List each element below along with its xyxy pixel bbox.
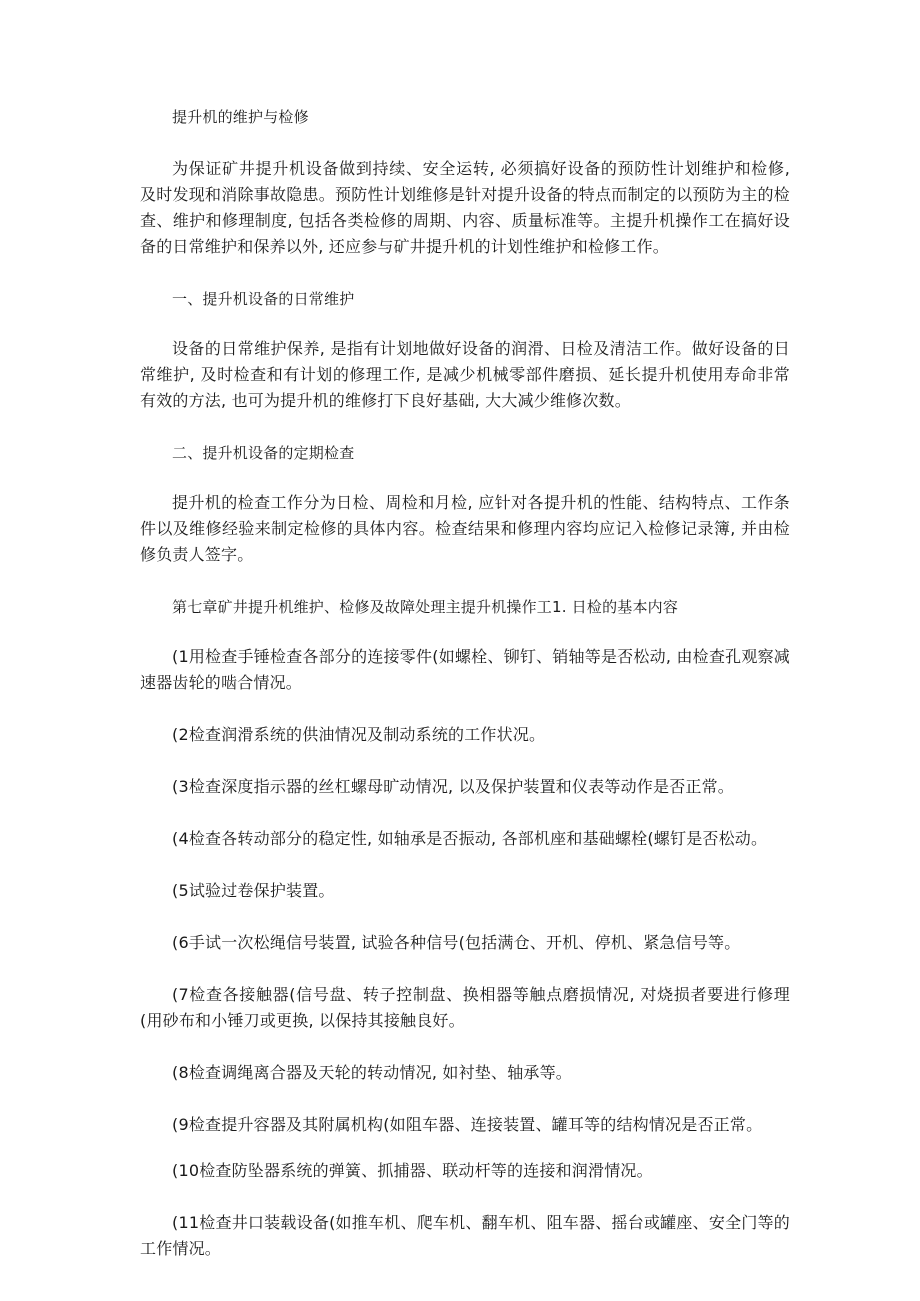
list-item: (6手试一次松绳信号装置, 试验各种信号(包括满仓、开机、停机、紧急信号等。 bbox=[172, 933, 741, 952]
list-item: (2检查润滑系统的供油情况及制动系统的工作状况。 bbox=[172, 725, 546, 744]
intro-paragraph: 为保证矿井提升机设备做到持续、安全运转, 必须搞好设备的预防性计划维护和检修, 及时发现和消除事故隐患。预防性计划维修是针对提升设备的特点而制定的以预防为主的检查、维护和修理制度, 包括各类检修的周期、内容、质量标准等。主提升机操作工在搞好设备的日常维护和保养以外, 还应参与矿井提升机的计划性维护和检修工作。 bbox=[140, 159, 790, 256]
list-item: (8检查调绳离合器及天轮的转动情况, 如衬垫、轴承等。 bbox=[172, 1063, 572, 1082]
list-item: (9检查提升容器及其附属机构(如阻车器、连接装置、罐耳等的结构情况是否正常。 bbox=[172, 1115, 763, 1134]
daily-maintenance-paragraph: 设备的日常维护保养, 是指有计划地做好设备的润滑、日检及清洁工作。做好设备的日常维护, 及时检查和有计划的修理工作, 是减少机械零部件磨损、延长提升机使用寿命非常有效的方法, 也可为提升机的维修打下良好基础, 大大减少维修次数。 bbox=[140, 339, 790, 410]
list-item: (4检查各转动部分的稳定性, 如轴承是否振动, 各部机座和基础螺栓(螺钉是否松动。 bbox=[172, 829, 768, 848]
list-item: (10检查防坠器系统的弹簧、抓捕器、联动杆等的连接和润滑情况。 bbox=[172, 1161, 653, 1180]
document-title: 提升机的维护与检修 bbox=[172, 108, 309, 126]
section-heading-daily-maintenance: 一、提升机设备的日常维护 bbox=[172, 290, 355, 308]
list-item: (5试验过卷保护装置。 bbox=[172, 881, 335, 900]
document-body bbox=[140, 104, 790, 1262]
section-heading-periodic-inspection: 二、提升机设备的定期检查 bbox=[172, 444, 355, 462]
periodic-inspection-paragraph: 提升机的检查工作分为日检、周检和月检, 应针对各提升机的性能、结构特点、工作条件以及维修经验来制定检修的具体内容。检查结果和修理内容均应记入检修记录簿, 并由检修负责人签字。 bbox=[140, 493, 790, 564]
list-item: (1用检查手锤检查各部分的连接零件(如螺栓、铆钉、销轴等是否松动, 由检查孔观察减速器齿轮的啮合情况。 bbox=[140, 647, 790, 692]
list-item: (11检查井口装载设备(如推车机、爬车机、翻车机、阻车器、摇台或罐座、安全门等的工作情况。 bbox=[140, 1213, 790, 1258]
chapter-line: 第七章矿井提升机维护、检修及故障处理主提升机操作工1. 日检的基本内容 bbox=[172, 598, 679, 616]
list-item: (7检查各接触器(信号盘、转子控制盘、换相器等触点磨损情况, 对烧损者要进行修理(用砂布和小锤刀或更换, 以保持其接触良好。 bbox=[140, 985, 790, 1030]
list-item: (3检查深度指示器的丝杠螺母旷动情况, 以及保护装置和仪表等动作是否正常。 bbox=[172, 777, 734, 796]
